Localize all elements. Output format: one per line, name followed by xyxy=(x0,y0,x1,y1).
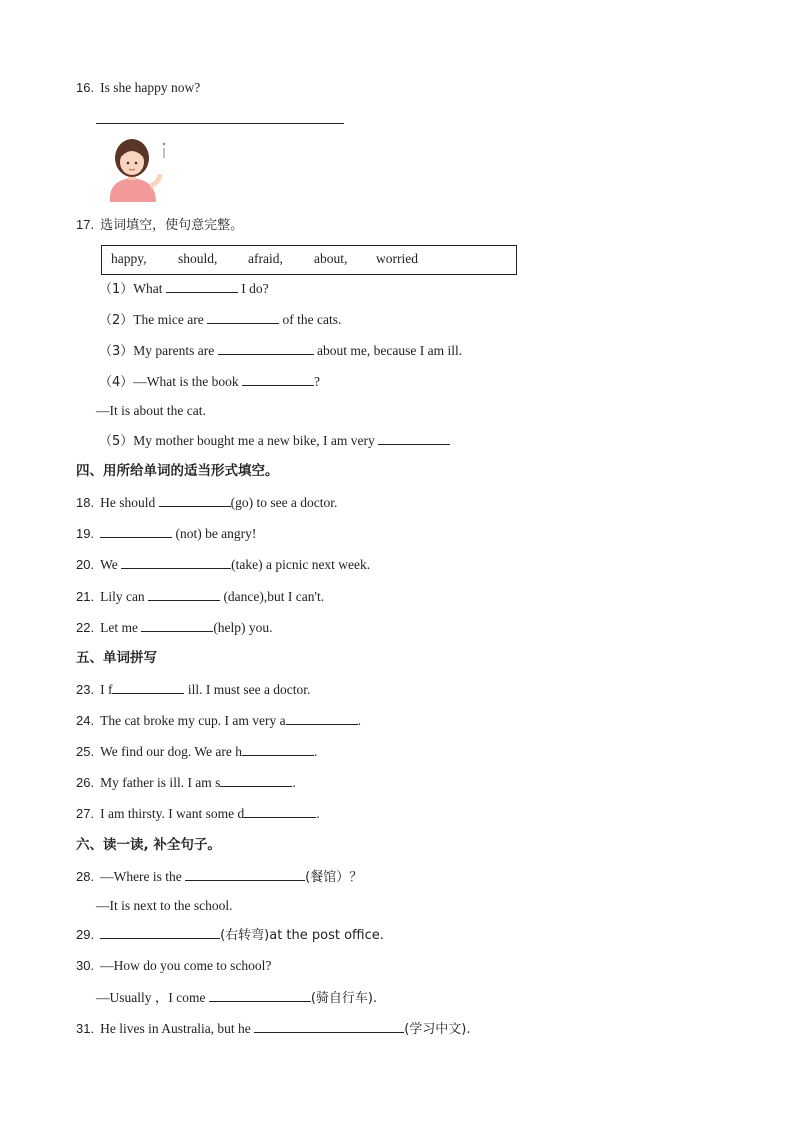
question-24: 24. The cat broke my cup. I am very a . xyxy=(76,713,361,728)
question-30: 30. —How do you come to school? xyxy=(76,958,272,973)
q17-item-2: （2）The mice are of the cats. xyxy=(99,312,342,328)
question-19: 19. (not) be angry! xyxy=(76,526,257,541)
q17-item-4-answer: —It is about the cat. xyxy=(96,403,206,418)
question-17: 17. 选词填空，使句意完整。 xyxy=(76,217,244,233)
question-31: 31. He lives in Australia, but he (学习中文). xyxy=(76,1021,471,1037)
answer-blank[interactable] xyxy=(254,1019,404,1033)
answer-blank[interactable] xyxy=(286,711,358,725)
answer-blank[interactable] xyxy=(100,925,220,939)
answer-blank[interactable] xyxy=(220,773,292,787)
q17-item-4: （4）—What is the book ? xyxy=(99,374,321,390)
word-bank-item: about, xyxy=(314,251,348,266)
question-25: 25. We find our dog. We are h . xyxy=(76,744,318,759)
question-20: 20. We (take) a picnic next week. xyxy=(76,557,371,572)
word-bank-item: worried xyxy=(376,251,418,266)
question-28: 28. —Where is the (餐馆）？ xyxy=(76,869,363,885)
answer-blank[interactable] xyxy=(112,680,184,694)
question-23: 23. I f ill. I must see a doctor. xyxy=(76,682,311,697)
question-22: 22. Let me (help) you. xyxy=(76,620,273,635)
question-21: 21. Lily can (dance),but I can't. xyxy=(76,589,325,604)
word-bank-item: happy, xyxy=(111,251,147,266)
question-30-line2: —Usually ，I come (骑自行车). xyxy=(96,990,378,1006)
q17-item-1: （1）What I do? xyxy=(99,281,269,297)
answer-blank[interactable] xyxy=(141,618,213,632)
answer-blank[interactable] xyxy=(207,310,279,324)
answer-blank[interactable] xyxy=(148,587,220,601)
word-bank-item: afraid, xyxy=(248,251,283,266)
section-heading-4: 四、用所给单词的适当形式填空。 xyxy=(76,463,279,479)
question-28-line2: —It is next to the school. xyxy=(96,898,233,913)
answer-blank[interactable] xyxy=(159,493,231,507)
answer-blank[interactable] xyxy=(242,742,314,756)
answer-blank[interactable] xyxy=(378,431,450,445)
question-18: 18. He should (go) to see a doctor. xyxy=(76,495,338,510)
answer-blank[interactable] xyxy=(209,988,311,1002)
answer-blank[interactable] xyxy=(100,524,172,538)
answer-blank[interactable] xyxy=(242,372,314,386)
q17-item-5: （5）My mother bought me a new bike, I am very xyxy=(99,431,450,451)
section-heading-6: 六、读一读, 补全句子。 xyxy=(76,837,221,853)
question-16: 16. Is she happy now? xyxy=(76,80,201,95)
answer-blank[interactable] xyxy=(185,867,305,881)
q17-item-3: （3）My parents are about me, because I am ill. xyxy=(99,343,463,359)
answer-blank[interactable] xyxy=(166,279,238,293)
section-heading-5: 五、单词拼写 xyxy=(76,650,157,666)
answer-line-16[interactable] xyxy=(96,123,344,124)
thinking-girl-illustration xyxy=(98,136,168,202)
question-29: 29. (右转弯)at the post office. xyxy=(76,927,384,943)
question-27: 27. I am thirsty. I want some d . xyxy=(76,806,320,821)
answer-blank[interactable] xyxy=(218,341,314,355)
answer-blank[interactable] xyxy=(244,804,316,818)
question-26: 26. My father is ill. I am s . xyxy=(76,775,296,790)
word-bank-box xyxy=(101,245,517,275)
answer-blank[interactable] xyxy=(121,555,231,569)
word-bank-item: should, xyxy=(178,251,218,266)
